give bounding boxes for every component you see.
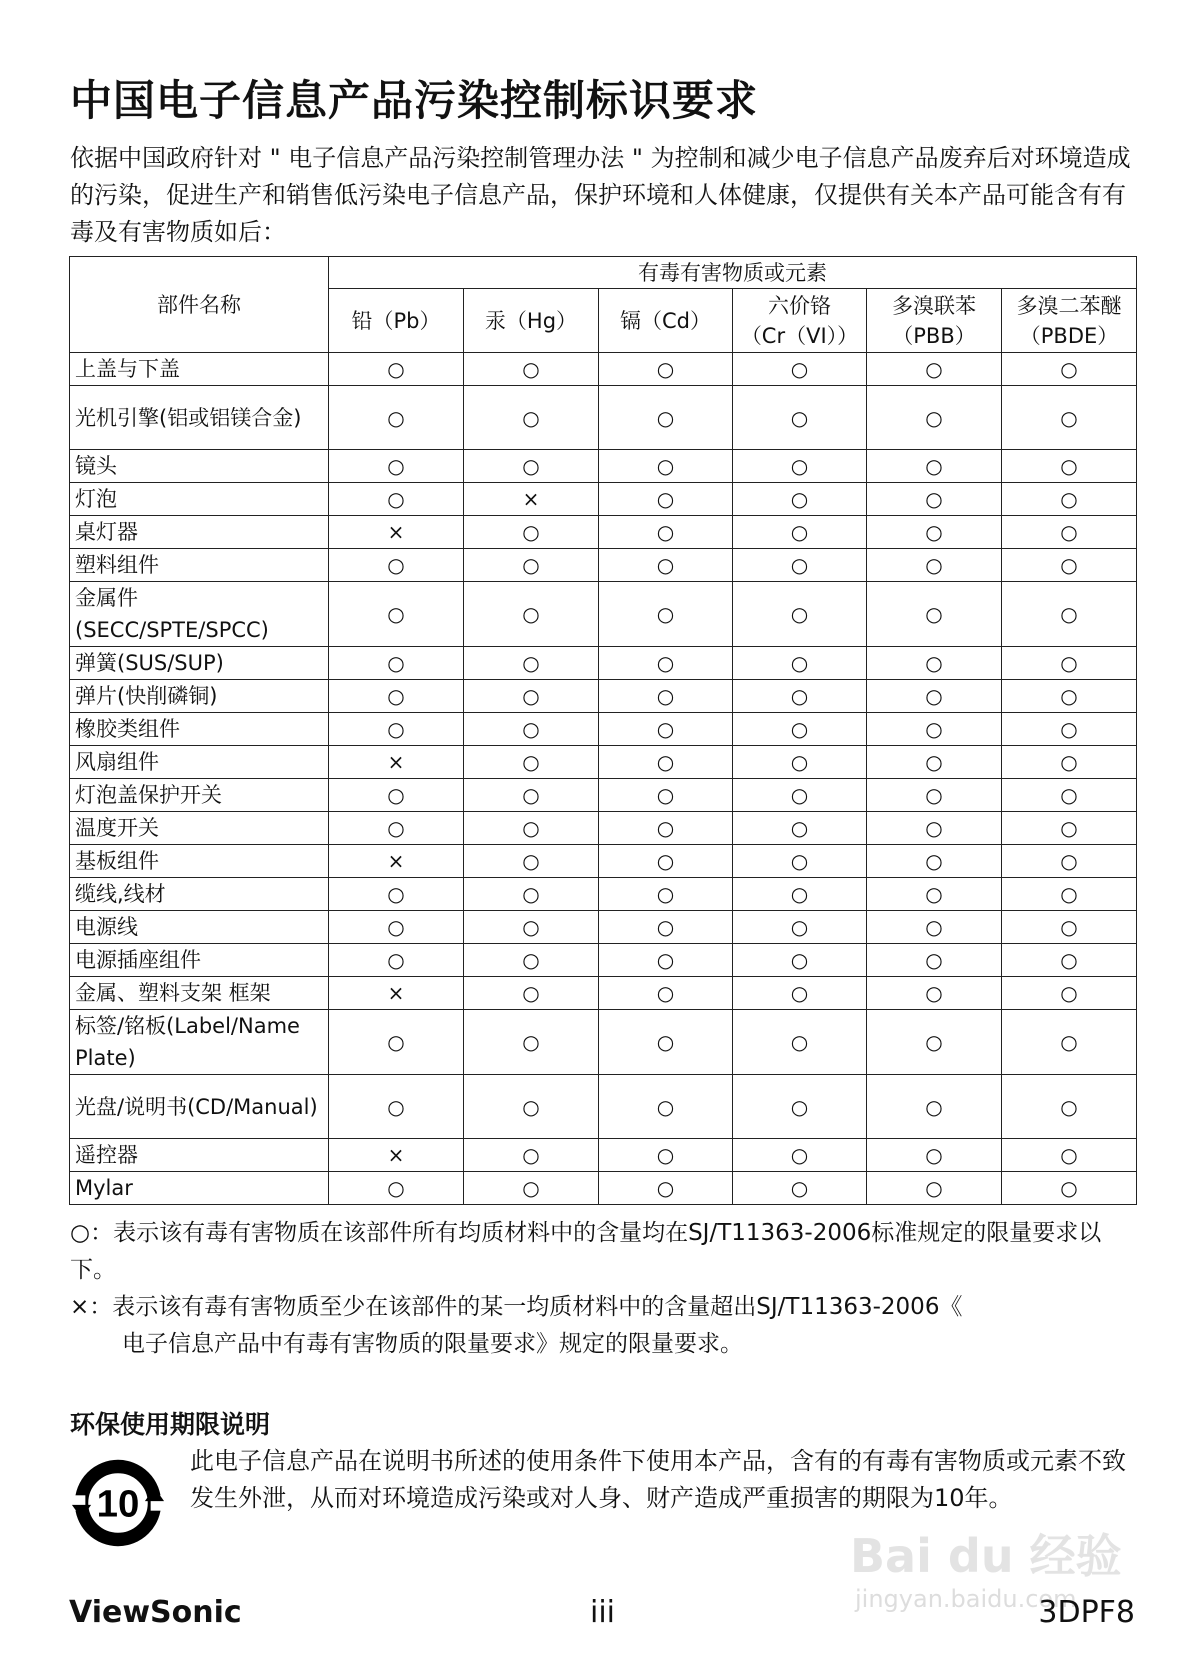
substance-column-header [329, 289, 464, 353]
within-limit-mark: ○ [733, 1139, 867, 1172]
table-row [70, 812, 1137, 845]
within-limit-mark: ○ [1002, 483, 1137, 516]
within-limit-mark: ○ [599, 977, 733, 1010]
substance-column-header [1002, 289, 1137, 353]
baidu-watermark: Bai du 经验 [850, 1529, 1122, 1583]
within-limit-mark: ○ [867, 713, 1002, 746]
within-limit-mark: ○ [867, 878, 1002, 911]
footer-brand: ViewSonic [69, 1595, 242, 1630]
table-row [70, 911, 1137, 944]
table-row [70, 516, 1137, 549]
table-row [70, 746, 1137, 779]
within-limit-mark: ○ [464, 812, 599, 845]
within-limit-mark: ○ [867, 680, 1002, 713]
within-limit-mark: ○ [733, 582, 867, 647]
page-title: 中国电子信息产品污染控制标识要求 [70, 76, 759, 125]
within-limit-mark: ○ [599, 680, 733, 713]
within-limit-mark: ○ [733, 878, 867, 911]
within-limit-mark: ○ [599, 516, 733, 549]
within-limit-mark: ○ [867, 353, 1002, 386]
within-limit-mark: ○ [464, 845, 599, 878]
within-limit-mark: ○ [867, 483, 1002, 516]
within-limit-mark: ○ [329, 1010, 464, 1075]
within-limit-mark: ○ [867, 516, 1002, 549]
within-limit-mark: ○ [464, 1172, 599, 1205]
within-limit-mark: ○ [329, 386, 464, 450]
within-limit-mark: ○ [329, 549, 464, 582]
table-row [70, 1075, 1137, 1139]
within-limit-mark: ○ [1002, 386, 1137, 450]
within-limit-mark: ○ [1002, 878, 1137, 911]
within-limit-mark: ○ [464, 713, 599, 746]
within-limit-mark: ○ [599, 878, 733, 911]
table-row [70, 845, 1137, 878]
within-limit-mark: ○ [867, 647, 1002, 680]
within-limit-mark: ○ [1002, 977, 1137, 1010]
substance-column-header [733, 289, 867, 353]
within-limit-mark: ○ [599, 746, 733, 779]
legend-notes [70, 1215, 1140, 1363]
within-limit-mark: ○ [599, 911, 733, 944]
within-limit-mark: ○ [1002, 1075, 1137, 1139]
within-limit-mark: ○ [464, 779, 599, 812]
part-name-cell: 弹簧(SUS/SUP) [70, 647, 329, 680]
eco-period-text: 此电子信息产品在说明书所述的使用条件下使用本产品，含有的有毒有害物质或元素不致发生外泄，从而对环境造成污染或对人身、财产造成严重损害的期限为10年。 [190, 1447, 1126, 1512]
part-name-cell: 光机引擎(铝或铝镁合金) [70, 386, 329, 450]
within-limit-mark: ○ [464, 680, 599, 713]
exceeds-limit-mark: × [329, 845, 464, 878]
within-limit-mark: ○ [733, 353, 867, 386]
within-limit-mark: ○ [867, 450, 1002, 483]
within-limit-mark: ○ [599, 647, 733, 680]
part-name-cell: 塑料组件 [70, 549, 329, 582]
table-row [70, 1172, 1137, 1205]
part-name-cell: 镜头 [70, 450, 329, 483]
within-limit-mark: ○ [599, 779, 733, 812]
table-row [70, 713, 1137, 746]
circle-note: ○：表示该有毒有害物质在该部件所有均质材料中的含量均在SJ/T11363-2006标准规定的限量要求以下。 [70, 1220, 1102, 1283]
within-limit-mark: ○ [329, 582, 464, 647]
within-limit-mark: ○ [867, 1139, 1002, 1172]
model-number: 3DPF8 [1038, 1595, 1135, 1630]
table-row [70, 779, 1137, 812]
within-limit-mark: ○ [464, 911, 599, 944]
within-limit-mark: ○ [599, 713, 733, 746]
within-limit-mark: ○ [329, 353, 464, 386]
table-row [70, 582, 1137, 647]
within-limit-mark: ○ [733, 647, 867, 680]
substance-column-header [599, 289, 733, 353]
within-limit-mark: ○ [1002, 516, 1137, 549]
within-limit-mark: ○ [867, 1010, 1002, 1075]
table-row [70, 386, 1137, 450]
within-limit-mark: ○ [1002, 713, 1137, 746]
within-limit-mark: ○ [1002, 911, 1137, 944]
within-limit-mark: ○ [867, 911, 1002, 944]
within-limit-mark: ○ [464, 386, 599, 450]
within-limit-mark: ○ [867, 549, 1002, 582]
within-limit-mark: ○ [733, 1172, 867, 1205]
within-limit-mark: ○ [733, 386, 867, 450]
intro-paragraph: 依据中国政府针对 " 电子信息产品污染控制管理办法 " 为控制和减少电子信息产品废弃后对环境造成的污染，促进生产和销售低污染电子信息产品，保护环境和人体健康，仅提供有关本产品可能含有有毒及有害物质如后： [70, 144, 1131, 246]
within-limit-mark: ○ [329, 944, 464, 977]
within-limit-mark: ○ [1002, 353, 1137, 386]
within-limit-mark: ○ [599, 549, 733, 582]
part-name-header: 部件名称 [70, 257, 329, 353]
table-row [70, 1010, 1137, 1075]
within-limit-mark: ○ [599, 353, 733, 386]
table-row [70, 977, 1137, 1010]
part-name-cell: 灯泡盖保护开关 [70, 779, 329, 812]
within-limit-mark: ○ [464, 353, 599, 386]
part-name-cell: 缆线,线材 [70, 878, 329, 911]
within-limit-mark: ○ [464, 1139, 599, 1172]
within-limit-mark: ○ [1002, 1172, 1137, 1205]
within-limit-mark: ○ [733, 680, 867, 713]
within-limit-mark: ○ [1002, 680, 1137, 713]
part-name-cell: Mylar [70, 1172, 329, 1205]
exceeds-limit-mark: × [464, 483, 599, 516]
within-limit-mark: ○ [599, 386, 733, 450]
part-name-cell: 弹片(快削磷铜) [70, 680, 329, 713]
within-limit-mark: ○ [733, 812, 867, 845]
within-limit-mark: ○ [1002, 746, 1137, 779]
within-limit-mark: ○ [464, 944, 599, 977]
within-limit-mark: ○ [1002, 845, 1137, 878]
within-limit-mark: ○ [733, 549, 867, 582]
part-name-cell: 基板组件 [70, 845, 329, 878]
within-limit-mark: ○ [1002, 812, 1137, 845]
within-limit-mark: ○ [599, 812, 733, 845]
exceeds-limit-mark: × [329, 1139, 464, 1172]
within-limit-mark: ○ [599, 1010, 733, 1075]
substance-group-header: 有毒有害物质或元素 [329, 257, 1137, 289]
column-header-line: 镉（Cd） [620, 308, 711, 333]
within-limit-mark: ○ [867, 845, 1002, 878]
within-limit-mark: ○ [599, 1172, 733, 1205]
column-header-line: 汞（Hg） [484, 308, 578, 333]
within-limit-mark: ○ [599, 483, 733, 516]
table-row [70, 483, 1137, 516]
svg-text:10: 10 [96, 1482, 140, 1526]
column-header-line: 六价铬 [768, 293, 831, 318]
part-name-cell: 光盘/说明书(CD/Manual) [70, 1075, 329, 1139]
within-limit-mark: ○ [329, 1172, 464, 1205]
part-name-cell: 灯泡 [70, 483, 329, 516]
within-limit-mark: ○ [1002, 779, 1137, 812]
page-number: iii [590, 1595, 616, 1630]
within-limit-mark: ○ [867, 582, 1002, 647]
within-limit-mark: ○ [464, 549, 599, 582]
within-limit-mark: ○ [599, 1139, 733, 1172]
within-limit-mark: ○ [329, 713, 464, 746]
within-limit-mark: ○ [329, 812, 464, 845]
table-row [70, 680, 1137, 713]
column-header-line: （Cr（VI）） [740, 323, 859, 348]
eco-period-title: 环保使用期限说明 [70, 1410, 271, 1439]
within-limit-mark: ○ [733, 483, 867, 516]
within-limit-mark: ○ [867, 1075, 1002, 1139]
within-limit-mark: ○ [733, 1075, 867, 1139]
eco-period-10-logo [70, 1455, 166, 1551]
within-limit-mark: ○ [329, 483, 464, 516]
within-limit-mark: ○ [464, 450, 599, 483]
part-name-cell: 金属件(SECC/SPTE/SPCC) [70, 582, 329, 647]
table-row [70, 878, 1137, 911]
within-limit-mark: ○ [733, 516, 867, 549]
exceeds-limit-mark: × [329, 977, 464, 1010]
table-row [70, 353, 1137, 386]
substance-column-header [867, 289, 1002, 353]
within-limit-mark: ○ [1002, 1010, 1137, 1075]
within-limit-mark: ○ [329, 450, 464, 483]
within-limit-mark: ○ [867, 386, 1002, 450]
cross-note-continued: 电子信息产品中有毒有害物质的限量要求》规定的限量要求。 [122, 1331, 743, 1357]
table-row [70, 450, 1137, 483]
substance-column-header [464, 289, 599, 353]
within-limit-mark: ○ [733, 746, 867, 779]
part-name-cell: 橡胶类组件 [70, 713, 329, 746]
within-limit-mark: ○ [1002, 549, 1137, 582]
exceeds-limit-mark: × [329, 746, 464, 779]
within-limit-mark: ○ [733, 977, 867, 1010]
exceeds-limit-mark: × [329, 516, 464, 549]
part-name-cell: 金属、塑料支架 框架 [70, 977, 329, 1010]
within-limit-mark: ○ [464, 1010, 599, 1075]
within-limit-mark: ○ [867, 746, 1002, 779]
baidu-watermark-url: jingyan.baidu.com [855, 1585, 1077, 1613]
table-row [70, 647, 1137, 680]
part-name-cell: 标签/铭板(Label/Name Plate) [70, 1010, 329, 1075]
column-header-line: （PBDE） [1019, 323, 1119, 348]
within-limit-mark: ○ [329, 647, 464, 680]
within-limit-mark: ○ [464, 1075, 599, 1139]
cross-note: ×：表示该有毒有害物质至少在该部件的某一均质材料中的含量超出SJ/T11363-2006《 [70, 1294, 963, 1320]
within-limit-mark: ○ [464, 977, 599, 1010]
within-limit-mark: ○ [599, 450, 733, 483]
within-limit-mark: ○ [733, 1010, 867, 1075]
part-name-cell: 上盖与下盖 [70, 353, 329, 386]
within-limit-mark: ○ [733, 845, 867, 878]
within-limit-mark: ○ [464, 647, 599, 680]
within-limit-mark: ○ [733, 911, 867, 944]
part-name-cell: 桌灯器 [70, 516, 329, 549]
hazardous-substance-table [69, 256, 1137, 1205]
part-name-cell: 遥控器 [70, 1139, 329, 1172]
within-limit-mark: ○ [733, 713, 867, 746]
within-limit-mark: ○ [599, 1075, 733, 1139]
within-limit-mark: ○ [599, 845, 733, 878]
within-limit-mark: ○ [599, 944, 733, 977]
within-limit-mark: ○ [867, 1172, 1002, 1205]
within-limit-mark: ○ [867, 812, 1002, 845]
within-limit-mark: ○ [1002, 1139, 1137, 1172]
within-limit-mark: ○ [733, 450, 867, 483]
table-row [70, 549, 1137, 582]
within-limit-mark: ○ [464, 878, 599, 911]
within-limit-mark: ○ [599, 582, 733, 647]
within-limit-mark: ○ [733, 779, 867, 812]
within-limit-mark: ○ [329, 1075, 464, 1139]
within-limit-mark: ○ [329, 680, 464, 713]
part-name-cell: 温度开关 [70, 812, 329, 845]
column-header-line: （PBB） [892, 323, 976, 348]
column-header-line: 多溴二苯醚 [1016, 293, 1122, 318]
part-name-cell: 电源插座组件 [70, 944, 329, 977]
column-header-line: 多溴联苯 [892, 293, 976, 318]
within-limit-mark: ○ [1002, 647, 1137, 680]
within-limit-mark: ○ [1002, 944, 1137, 977]
within-limit-mark: ○ [464, 516, 599, 549]
within-limit-mark: ○ [464, 582, 599, 647]
within-limit-mark: ○ [329, 911, 464, 944]
within-limit-mark: ○ [329, 878, 464, 911]
within-limit-mark: ○ [733, 944, 867, 977]
within-limit-mark: ○ [867, 779, 1002, 812]
part-name-cell: 电源线 [70, 911, 329, 944]
table-row [70, 1139, 1137, 1172]
part-name-cell: 风扇组件 [70, 746, 329, 779]
within-limit-mark: ○ [867, 944, 1002, 977]
column-header-line: 铅（Pb） [351, 308, 441, 333]
within-limit-mark: ○ [867, 977, 1002, 1010]
within-limit-mark: ○ [464, 746, 599, 779]
within-limit-mark: ○ [1002, 450, 1137, 483]
within-limit-mark: ○ [1002, 582, 1137, 647]
within-limit-mark: ○ [329, 779, 464, 812]
table-row [70, 944, 1137, 977]
